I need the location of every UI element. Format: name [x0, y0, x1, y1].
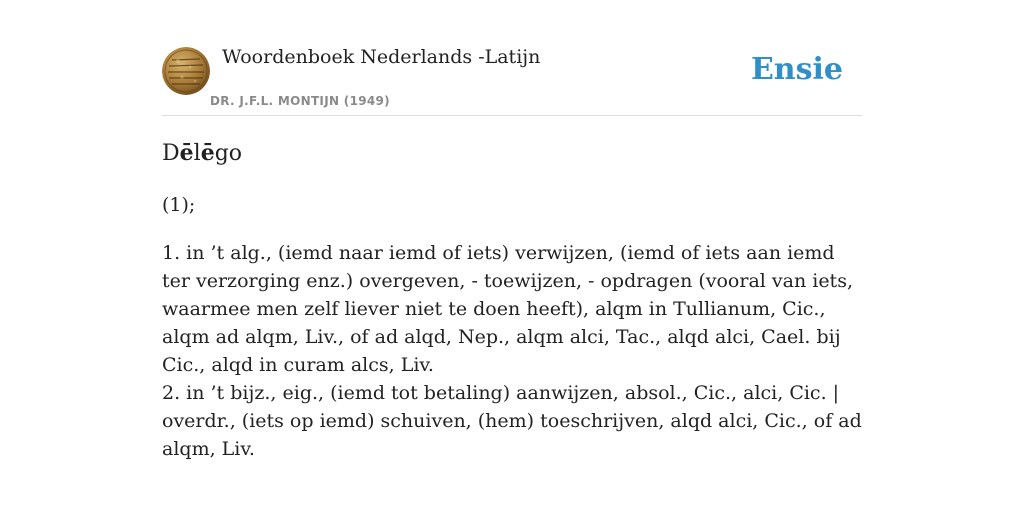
book-author: DR. J.F.L. MONTIJN (1949) [210, 94, 390, 108]
sense-1: 1. in ’t alg., (iemd naar iemd of iets) verwijzen, (iemd of iets aan iemd ter verzorging enz.) overgeven, - toewijzen, - opdragen (vooral van iets, waarmee men zelf liever niet te doen heeft), alqm in Tullianum, Cic., alqm ad alqm, Liv., of ad alqd, Nep., alqm alci, Tac., alqd alci, Cael. bij Cic., alqd in curam alcs, Liv. [162, 242, 853, 376]
ensie-logo-link[interactable]: Ensie [750, 52, 843, 87]
sense-2: 2. in ’t bijz., eig., (iemd tot betaling) aanwijzen, absol., Cic., alci, Cic. | overdr., (iets op iemd) schuiven, (hem) toeschrijven, alqd alci, Cic., of ad alqm, Liv. [162, 382, 862, 460]
dictionary-entry-card [162, 0, 862, 460]
headword-part: ē [179, 140, 194, 166]
headword [162, 140, 242, 166]
headword-part: go [214, 141, 243, 166]
book-title[interactable]: Woordenboek Nederlands -Latijn [222, 46, 541, 68]
headword-part: D [162, 141, 180, 166]
headword-part: ē [200, 140, 215, 166]
entry-header [162, 0, 862, 116]
definition-body [162, 239, 862, 463]
grammar-info: (1); [162, 194, 196, 216]
coin-icon[interactable] [162, 47, 210, 95]
headword-part: l [193, 141, 201, 166]
